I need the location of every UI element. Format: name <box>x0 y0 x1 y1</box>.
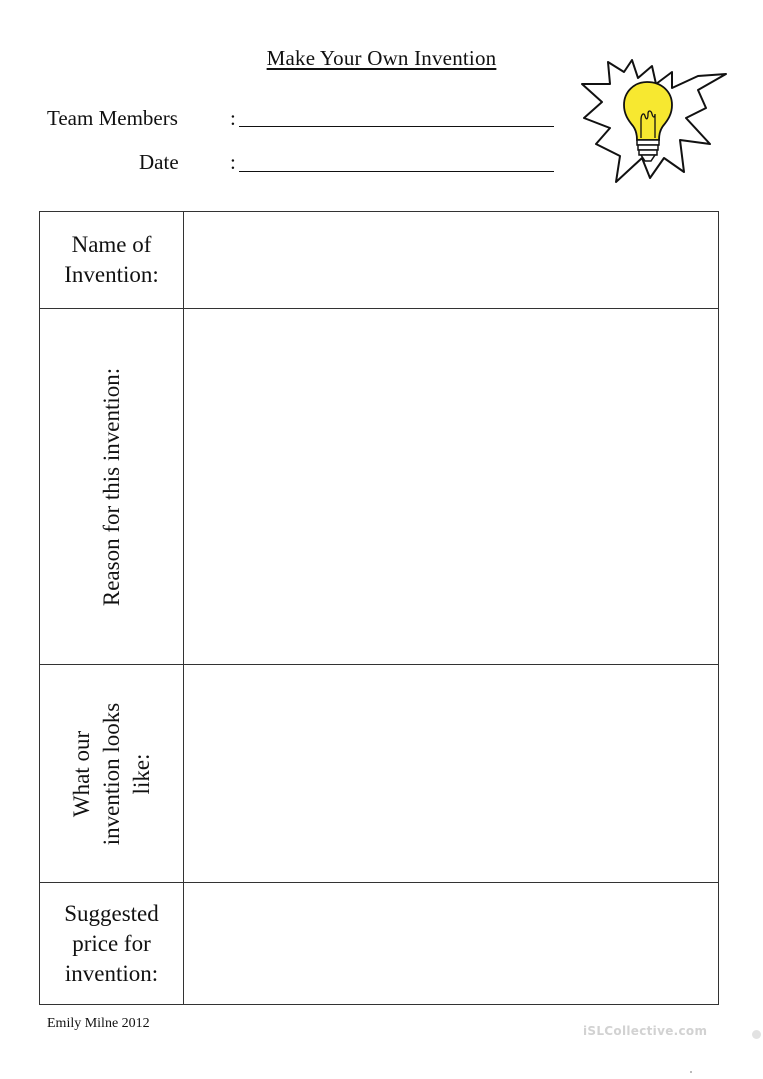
name-of-invention-label <box>40 212 184 309</box>
table-row-looks <box>40 665 719 883</box>
invention-table <box>39 211 719 1005</box>
team-members-colon: : <box>230 106 236 130</box>
label-line: like: <box>128 753 154 794</box>
looks-like-label <box>40 665 184 883</box>
reason-rotated-text <box>97 367 127 605</box>
stray-dot <box>690 1071 692 1073</box>
label-line: Name of <box>71 232 152 257</box>
light-bulb-icon <box>580 48 730 186</box>
label-line: Reason for this invention: <box>98 367 124 606</box>
label-line: invention looks <box>98 702 124 845</box>
watermark-logo-icon <box>752 1030 761 1039</box>
worksheet-title: Make Your Own Invention <box>266 46 497 70</box>
label-line: Invention: <box>64 262 159 287</box>
author-credit: Emily Milne 2012 <box>47 1016 150 1031</box>
date-colon: : <box>230 150 236 174</box>
table-row-name <box>40 212 719 309</box>
price-label <box>40 883 184 1005</box>
label-line: price for <box>72 930 151 956</box>
reason-answer[interactable] <box>184 309 719 665</box>
label-line: Suggested <box>64 900 159 926</box>
table-row-reason <box>40 309 719 665</box>
label-line: invention: <box>64 960 159 986</box>
date-label: Date <box>139 150 179 174</box>
team-members-line[interactable] <box>239 126 554 127</box>
reason-label <box>40 309 184 665</box>
label-line: What our <box>68 730 94 817</box>
name-of-invention-answer[interactable] <box>184 212 719 309</box>
team-members-label: Team Members <box>47 106 178 130</box>
watermark: iSLCollective.com <box>583 1024 708 1038</box>
date-line[interactable] <box>239 171 554 172</box>
looks-like-rotated-text <box>67 702 157 844</box>
looks-like-answer[interactable] <box>184 665 719 883</box>
price-answer[interactable] <box>184 883 719 1005</box>
table-row-price <box>40 883 719 1005</box>
